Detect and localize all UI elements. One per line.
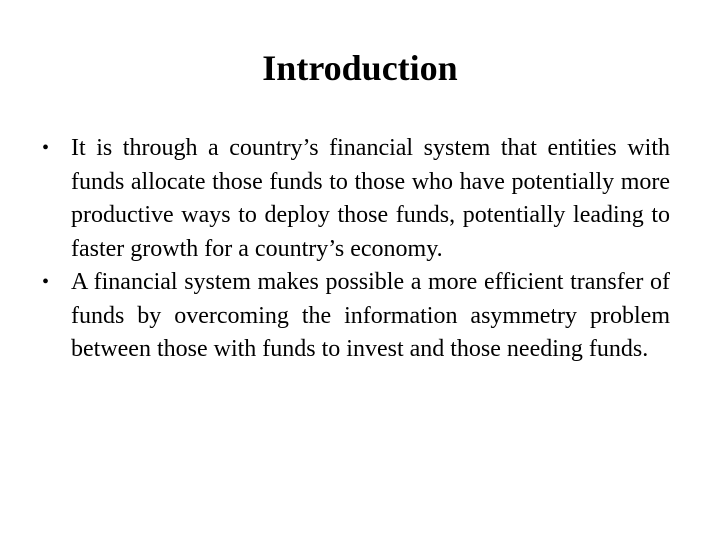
bullet-text: It is through a country’s financial system that entities with funds allocate those funds to those who have potentially more productive ways to deploy those funds, potentially leading to faster growth for a country’s economy. xyxy=(71,135,670,262)
bullet-icon: • xyxy=(42,137,50,159)
bullet-text: A financial system makes possible a more efficient transfer of funds by overcoming the information asymmetry problem between those with funds to invest and those needing funds. xyxy=(71,269,670,362)
bullet-list xyxy=(40,132,670,367)
slide-title: Introduction xyxy=(262,48,458,88)
bullet-item xyxy=(40,266,670,367)
bullet-item xyxy=(40,132,670,266)
bullet-icon: • xyxy=(42,271,50,293)
